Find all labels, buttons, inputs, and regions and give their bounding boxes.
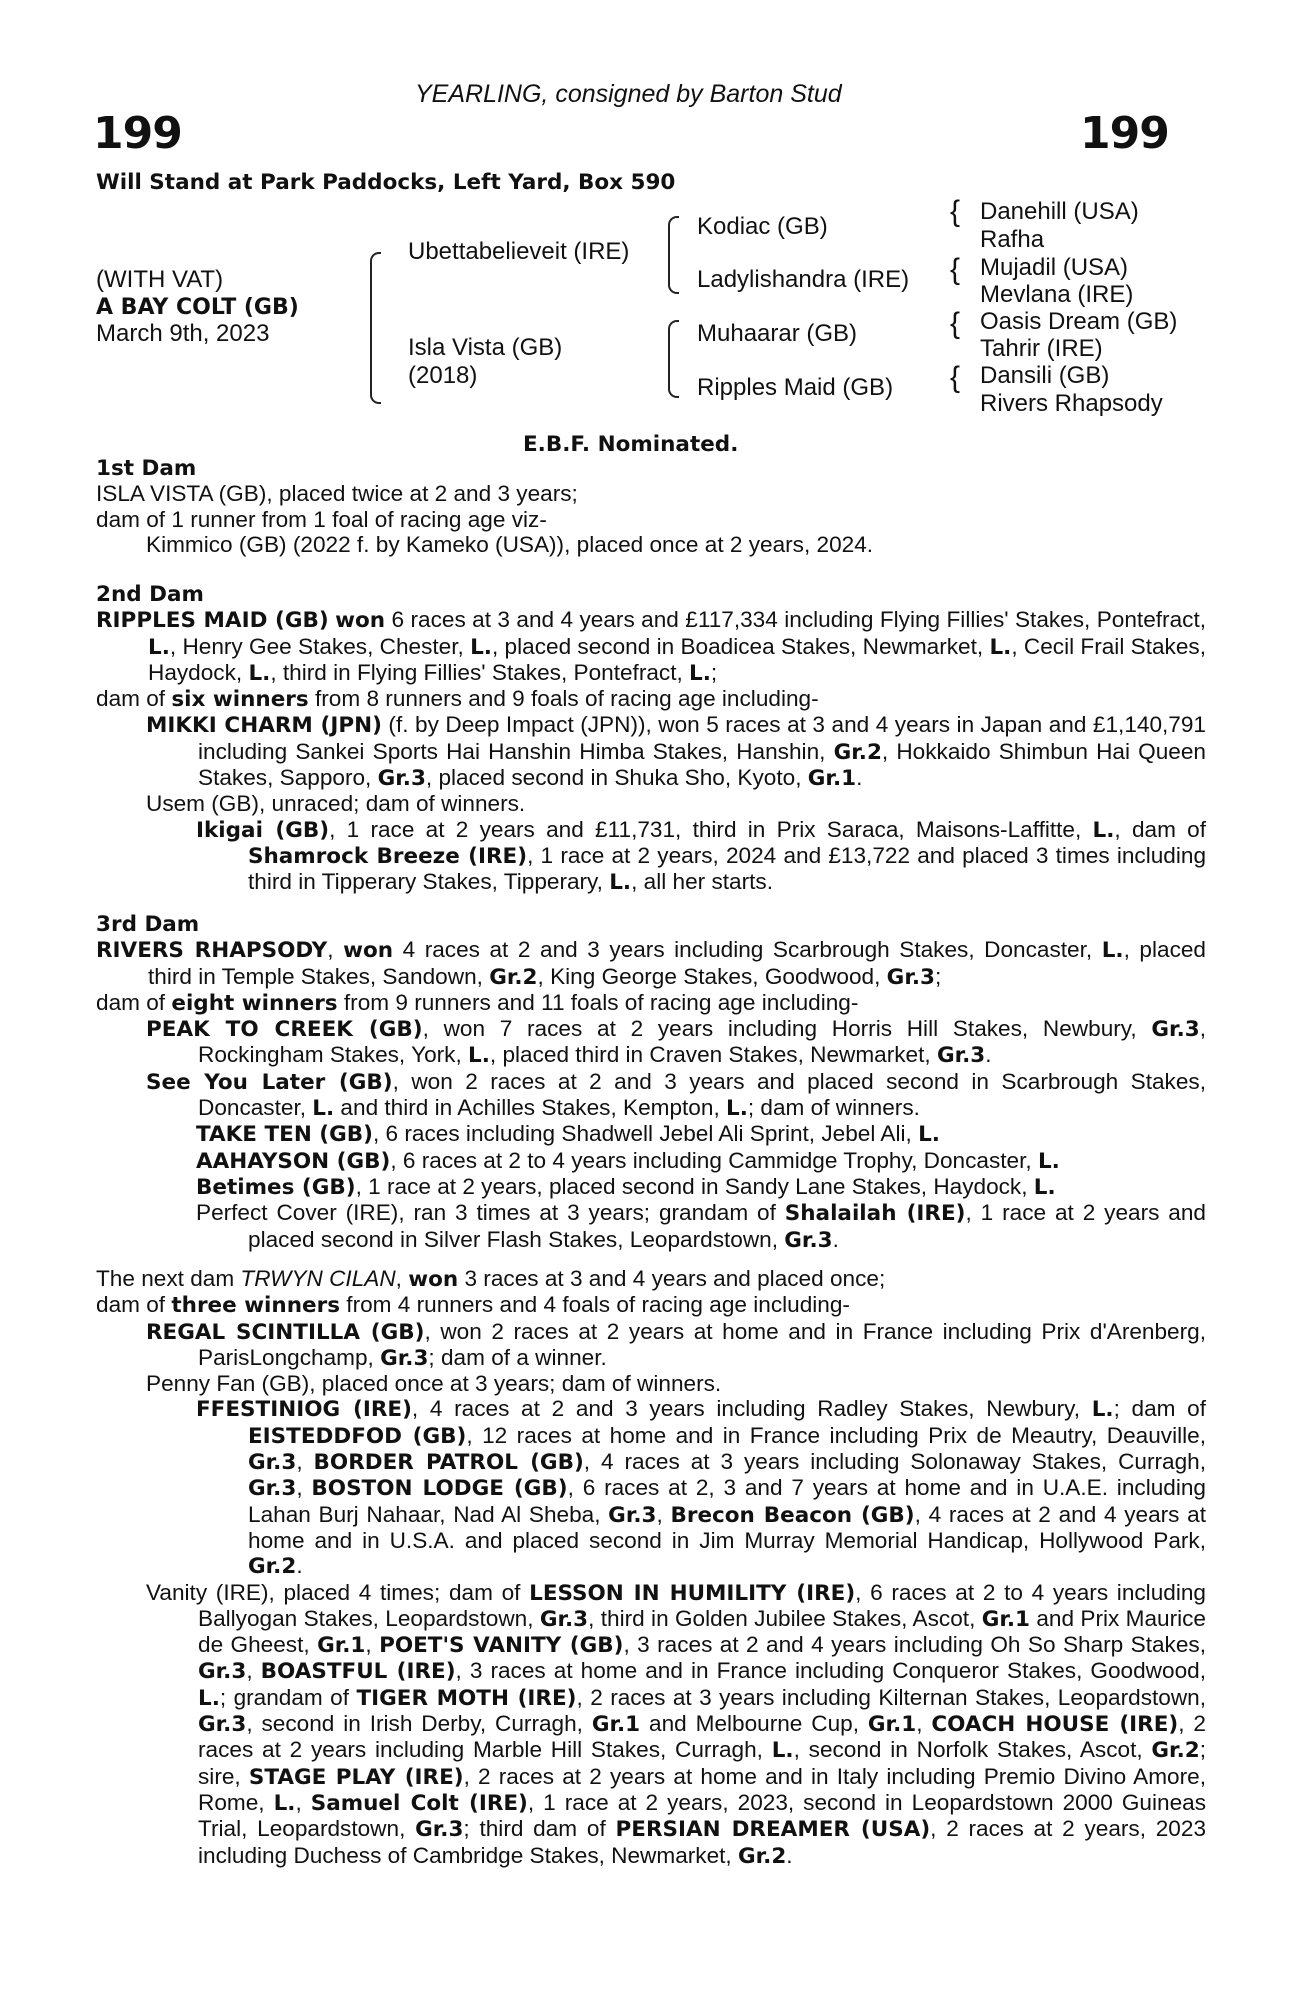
horse-name: EISTEDDFOD (GB)	[248, 1423, 467, 1449]
group-grade: Gr.2	[1151, 1738, 1200, 1764]
next-dam-entry: The next dam TRWYN CILAN, won 3 races at 3 and 4 years and placed once;	[96, 1266, 886, 1292]
horse-name: COACH HOUSE (IRE)	[931, 1712, 1179, 1738]
horse-name: PEAK TO CREEK (GB)	[146, 1017, 423, 1043]
group-grade: Gr.1	[981, 1606, 1030, 1632]
second-dam-heading: 2nd Dam	[96, 582, 204, 607]
produce-entry: PEAK TO CREEK (GB), won 7 races at 2 years including Horris Hill Stakes, Newbury, Gr.3, Rockingham Stakes, York, L., placed third in Craven Stakes, Newmarket, Gr.3.	[146, 1016, 1206, 1069]
horse-name: See You Later (GB)	[146, 1069, 393, 1095]
pedigree-bracket-sire	[668, 216, 679, 294]
third-dam-section	[96, 912, 1206, 1253]
listed-grade: L.	[609, 870, 632, 896]
pedigree-ggd-2: Mevlana (IRE)	[980, 281, 1134, 308]
won-label: won	[408, 1267, 459, 1292]
horse-name: FFESTINIOG (IRE)	[196, 1397, 412, 1423]
horse-name: RIPPLES MAID (GB)	[96, 608, 329, 634]
group-grade: Gr.3	[380, 1345, 429, 1371]
pedigree-bracket-parents	[370, 252, 381, 404]
second-dam-section	[96, 582, 1206, 896]
pedigree-granddam-paternal: Ladylishandra (IRE)	[697, 266, 910, 293]
group-grade: Gr.2	[248, 1554, 297, 1580]
group-grade: Gr.1	[807, 766, 857, 792]
second-dam-entry: RIPPLES MAID (GB) won 6 races at 3 and 4 years and £117,334 including Flying Fillies' Stakes, Pontefract, L., Henry Gee Stakes, Chester, L., placed second in Boadicea Stakes, Newmarket, L., Cecil Frail Stakes, Haydock, L., third in Flying Fillies' Stakes, Pontefract, L.;	[96, 607, 1206, 686]
group-grade: Gr.1	[317, 1633, 366, 1659]
horse-name: TAKE TEN (GB)	[196, 1122, 373, 1148]
pedigree-dam: Isla Vista (GB)	[408, 334, 563, 361]
horse-name: Shalailah (IRE)	[784, 1201, 966, 1227]
listed-grade: L.	[1037, 1148, 1060, 1174]
pedigree-ggs-3: Oasis Dream (GB)	[980, 308, 1178, 335]
horse-name: A BAY COLT (GB)	[96, 295, 299, 320]
group-grade: Gr.3	[248, 1476, 297, 1502]
winners-count: six winners	[171, 687, 309, 713]
produce-entry: See You Later (GB), won 2 races at 2 and 3 years and placed second in Scarbrough Stakes, Doncaster, L. and third in Achilles Stakes, Kempton, L.; dam of winners.	[146, 1068, 1206, 1122]
produce-entry: TAKE TEN (GB), 6 races including Shadwell Jebel Ali Sprint, Jebel Ali, L.	[196, 1121, 940, 1148]
horse-name: BOSTON LODGE (GB)	[311, 1476, 568, 1502]
listed-grade: L.	[918, 1122, 940, 1148]
group-grade: Gr.3	[198, 1659, 247, 1685]
pedigree-sire: Ubettabelieveit (IRE)	[408, 238, 630, 265]
pedigree-ggs-1: Danehill (USA)	[980, 198, 1139, 225]
group-grade: Gr.3	[784, 1227, 833, 1253]
horse-name: TIGER MOTH (IRE)	[356, 1685, 577, 1711]
pedigree-grandsire-maternal: Muhaarar (GB)	[697, 320, 858, 347]
listed-grade: L.	[312, 1096, 335, 1122]
listed-grade: L.	[989, 634, 1012, 660]
pedigree-dam-year: (2018)	[408, 362, 478, 389]
listed-grade: L.	[248, 660, 271, 686]
produce-entry: MIKKI CHARM (JPN) (f. by Deep Impact (JPN)), won 5 races at 3 and 4 years in Japan and £1,140,791 including Sankei Sports Hai Hanshin Himba Stakes, Hanshin, Gr.2, Hokkaido Shimbun Hai Queen Stakes, Sapporo, Gr.3, placed second in Shuka Sho, Kyoto, Gr.1.	[146, 712, 1206, 792]
pedigree-ggd-3: Tahrir (IRE)	[980, 335, 1103, 362]
horse-name: PERSIAN DREAMER (USA)	[615, 1817, 931, 1843]
listed-grade: L.	[726, 1096, 748, 1122]
pedigree-granddam-maternal: Ripples Maid (GB)	[697, 374, 894, 401]
pedigree-ggd-4: Rivers Rhapsody	[980, 390, 1163, 417]
pedigree-brace-1: {	[950, 195, 961, 228]
produce-entry: AAHAYSON (GB), 6 races at 2 to 4 years including Cammidge Trophy, Doncaster, L.	[196, 1147, 1060, 1174]
listed-grade: L.	[1033, 1174, 1056, 1200]
catalogue-subtitle: YEARLING, consigned by Barton Stud	[415, 80, 842, 108]
pedigree-ggs-4: Dansili (GB)	[980, 362, 1110, 389]
horse-name: POET'S VANITY (GB)	[379, 1633, 624, 1659]
group-grade: Gr.3	[539, 1606, 589, 1632]
stable-location: Will Stand at Park Paddocks, Left Yard, Box 590	[96, 170, 676, 195]
produce-entry: Betimes (GB), 1 race at 2 years, placed second in Sandy Lane Stakes, Haydock, L.	[196, 1173, 1056, 1200]
pedigree-ggs-2: Mujadil (USA)	[980, 254, 1129, 281]
listed-grade: L.	[273, 1790, 296, 1816]
group-grade: Gr.3	[936, 1043, 986, 1069]
group-grade: Gr.3	[415, 1817, 464, 1843]
pedigree-brace-2: {	[950, 253, 961, 286]
listed-grade: L.	[470, 634, 492, 660]
group-grade: Gr.3	[608, 1502, 657, 1528]
group-grade: Gr.3	[198, 1712, 247, 1738]
group-grade: Gr.2	[489, 964, 538, 990]
vat-note: (WITH VAT)	[96, 266, 224, 293]
group-grade: Gr.1	[591, 1712, 641, 1738]
group-grade: Gr.1	[867, 1712, 917, 1738]
won-label: won	[343, 938, 394, 964]
pedigree-brace-4: {	[950, 361, 961, 394]
group-grade: Gr.3	[248, 1450, 297, 1476]
winners-count: eight winners	[171, 990, 338, 1016]
pedigree-bracket-dam	[668, 320, 679, 398]
horse-name: LESSON IN HUMILITY (IRE)	[529, 1580, 856, 1606]
group-grade: Gr.3	[1151, 1017, 1200, 1043]
horse-name: AAHAYSON (GB)	[196, 1148, 391, 1174]
horse-name: Ikigai (GB)	[196, 817, 330, 843]
horse-name: STAGE PLAY (IRE)	[248, 1764, 464, 1790]
listed-grade: L.	[198, 1685, 220, 1711]
horse-name: RIVERS RHAPSODY	[96, 938, 328, 964]
first-dam-produce: Kimmico (GB) (2022 f. by Kameko (USA)), placed once at 2 years, 2024.	[146, 531, 874, 557]
produce-entry: Penny Fan (GB), placed once at 3 years; dam of winners.	[146, 1371, 722, 1397]
first-dam-heading: 1st Dam	[96, 456, 197, 481]
first-dam-line: dam of 1 runner from 1 foal of racing age viz-	[96, 506, 547, 532]
winners-count: three winners	[171, 1293, 341, 1319]
produce-entry: Vanity (IRE), placed 4 times; dam of LESSON IN HUMILITY (IRE), 6 races at 2 to 4 years including Ballyogan Stakes, Leopardstown, Gr.3, third in Golden Jubilee Stakes, Ascot, Gr.1 and Prix Maurice de Gheest, Gr.1, POET'S VANITY (GB), 3 races at 2 and 4 years including Oh So Sharp Stakes, Gr.3, BOASTFUL (IRE), 3 races at home and in France including Conqueror Stakes, Goodwood, L.; grandam of TIGER MOTH (IRE), 2 races at 3 years including Kilternan Stakes, Leopardstown, Gr.3, second in Irish Derby, Curragh, Gr.1 and Melbourne Cup, Gr.1, COACH HOUSE (IRE), 2 races at 2 years including Marble Hill Stakes, Curragh, L., second in Norfolk Stakes, Ascot, Gr.2; sire, STAGE PLAY (IRE), 2 races at 2 years at home and in Italy including Premio Divino Amore, Rome, L., Samuel Colt (IRE), 1 race at 2 years, 2023, second in Leopardstown 2000 Guineas Trial, Leopardstown, Gr.3; third dam of PERSIAN DREAMER (USA), 2 races at 2 years, 2023 including Duchess of Cambridge Stakes, Newmarket, Gr.2.	[146, 1579, 1207, 1869]
horse-name: BOASTFUL (IRE)	[260, 1659, 456, 1685]
horse-name: Shamrock Breeze (IRE)	[248, 843, 528, 869]
listed-grade: L.	[468, 1043, 490, 1069]
first-dam-line: ISLA VISTA (GB), placed twice at 2 and 3 years;	[96, 481, 578, 507]
horse-name: TRWYN CILAN	[240, 1266, 396, 1291]
horse-name: Betimes (GB)	[196, 1174, 356, 1200]
lot-number-right: 199	[1080, 108, 1169, 159]
horse-name: Samuel Colt (IRE)	[310, 1790, 528, 1816]
horse-name: BORDER PATROL (GB)	[313, 1450, 584, 1476]
produce-entry: Ikigai (GB), 1 race at 2 years and £11,731, third in Prix Saraca, Maisons-Laffitte, L., dam of Shamrock Breeze (IRE), 1 race at 2 years, 2024 and £13,722 and placed 3 times including third in Tipperary Stakes, Tipperary, L., all her starts.	[196, 816, 1207, 896]
produce-summary: dam of three winners from 4 runners and 4 foals of racing age including-	[96, 1292, 850, 1319]
group-grade: Gr.3	[886, 964, 935, 990]
listed-grade: L.	[1091, 1397, 1114, 1423]
produce-entry: FFESTINIOG (IRE), 4 races at 2 and 3 years including Radley Stakes, Newbury, L.; dam of EISTEDDFOD (GB), 12 races at home and in France including Prix de Meautry, Deauville, Gr.3, BORDER PATROL (GB), 4 races at 3 years including Solonaway Stakes, Curragh, Gr.3, BOSTON LODGE (GB), 6 races at 2, 3 and 7 years at home and in U.A.E. including Lahan Burj Nahaar, Nad Al Sheba, Gr.3, Brecon Beacon (GB), 4 races at 2 and 4 years at home and in U.S.A. and placed second in Jim Murray Memorial Handicap, Hollywood Park, Gr.2.	[196, 1396, 1206, 1580]
produce-summary: dam of eight winners from 9 runners and 11 foals of racing age including-	[96, 989, 859, 1016]
listed-grade: L.	[1092, 817, 1115, 843]
pedigree-ggd-1: Rafha	[980, 226, 1045, 253]
listed-grade: L.	[1101, 938, 1124, 964]
third-dam-entry: RIVERS RHAPSODY, won 4 races at 2 and 3 years including Scarbrough Stakes, Doncaster, L., placed third in Temple Stakes, Sandown, Gr.2, King George Stakes, Goodwood, Gr.3;	[96, 937, 1207, 990]
first-dam-section	[96, 456, 1206, 557]
group-grade: Gr.3	[377, 766, 426, 792]
listed-grade: L.	[771, 1738, 794, 1764]
produce-entry: Usem (GB), unraced; dam of winners.	[146, 791, 526, 817]
listed-grade: L.	[148, 634, 170, 660]
horse-name: Brecon Beacon (GB)	[670, 1502, 915, 1528]
third-dam-heading: 3rd Dam	[96, 912, 200, 937]
next-dam-section	[96, 1266, 1206, 1869]
listed-grade: L.	[689, 660, 711, 686]
produce-summary: dam of six winners from 8 runners and 9 foals of racing age including-	[96, 686, 819, 713]
produce-entry: Perfect Cover (IRE), ran 3 times at 3 years; grandam of Shalailah (IRE), 1 race at 2 years and placed second in Silver Flash Stakes, Leopardstown, Gr.3.	[196, 1200, 1206, 1253]
pedigree-brace-3: {	[950, 307, 961, 340]
won-label: won	[335, 608, 386, 634]
ebf-nomination: E.B.F. Nominated.	[523, 432, 739, 457]
group-grade: Gr.2	[737, 1843, 787, 1869]
horse-name: MIKKI CHARM (JPN)	[146, 713, 382, 739]
horse-name: REGAL SCINTILLA (GB)	[146, 1319, 425, 1345]
lot-number-left: 199	[93, 108, 182, 159]
group-grade: Gr.2	[833, 739, 882, 765]
pedigree-grandsire-paternal: Kodiac (GB)	[697, 213, 828, 240]
date-of-birth: March 9th, 2023	[96, 320, 270, 347]
produce-entry: REGAL SCINTILLA (GB), won 2 races at 2 years at home and in France including Prix d'Arenberg, ParisLongchamp, Gr.3; dam of a winner.	[146, 1318, 1206, 1371]
